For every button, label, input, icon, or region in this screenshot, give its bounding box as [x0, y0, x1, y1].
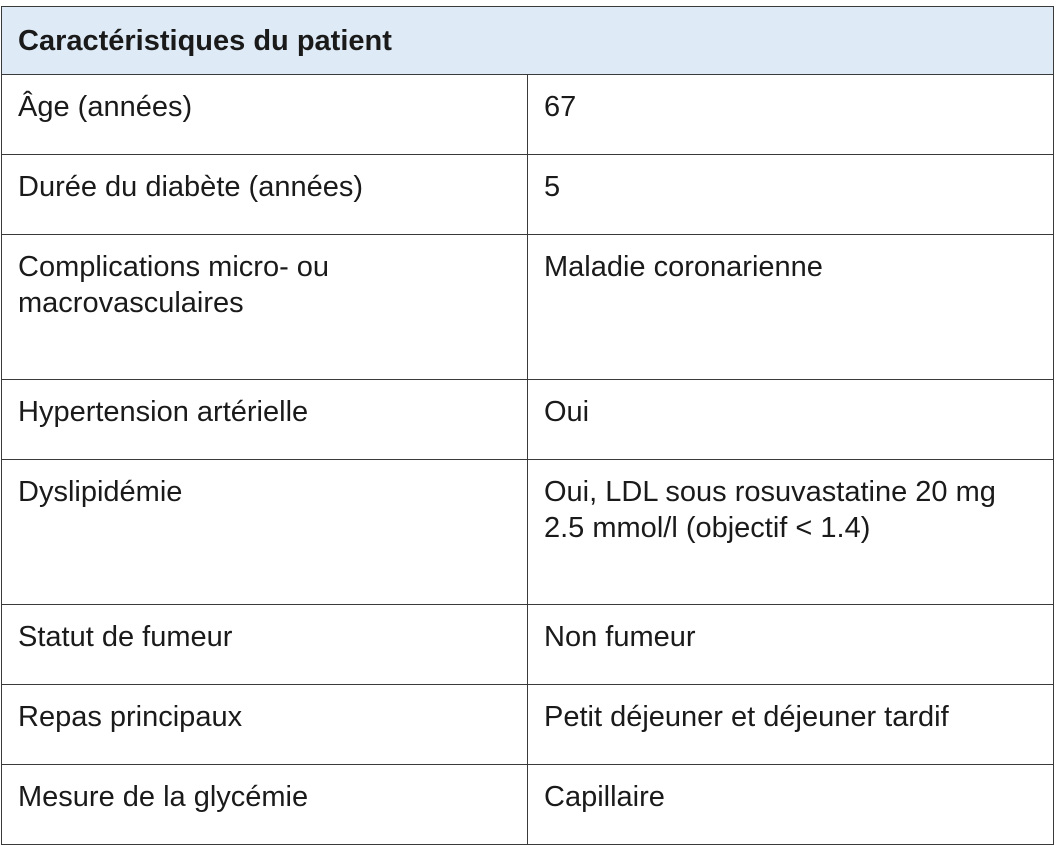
row-label: Repas principaux [2, 685, 528, 765]
row-label: Complications micro- ou macrovasculaires [2, 235, 528, 380]
table-row-diabetes-duration [2, 155, 1054, 235]
row-value: Oui [528, 380, 1054, 460]
table-row-main-meals [2, 685, 1054, 765]
table-row-smoking-status [2, 605, 1054, 685]
row-label: Âge (années) [2, 75, 528, 155]
table-header-row [2, 7, 1054, 75]
row-label: Durée du diabète (années) [2, 155, 528, 235]
table-row-glucose-measurement [2, 765, 1054, 845]
table-row-hypertension [2, 380, 1054, 460]
row-value: Maladie coronarienne [528, 235, 1054, 380]
patient-characteristics-table-container [1, 6, 1054, 845]
row-value: Non fumeur [528, 605, 1054, 685]
row-label: Hypertension artérielle [2, 380, 528, 460]
row-label: Statut de fumeur [2, 605, 528, 685]
table-row-age [2, 75, 1054, 155]
row-value: Oui, LDL sous rosuvastatine 20 mg 2.5 mmol/l (objectif < 1.4) [528, 460, 1054, 605]
row-value: Petit déjeuner et déjeuner tardif [528, 685, 1054, 765]
row-value: 67 [528, 75, 1054, 155]
table-title: Caractéristiques du patient [2, 7, 1054, 75]
row-label: Dyslipidémie [2, 460, 528, 605]
row-value: Capillaire [528, 765, 1054, 845]
table-row-complications [2, 235, 1054, 380]
patient-characteristics-table [1, 6, 1054, 845]
table-row-dyslipidemia [2, 460, 1054, 605]
row-value: 5 [528, 155, 1054, 235]
row-label: Mesure de la glycémie [2, 765, 528, 845]
